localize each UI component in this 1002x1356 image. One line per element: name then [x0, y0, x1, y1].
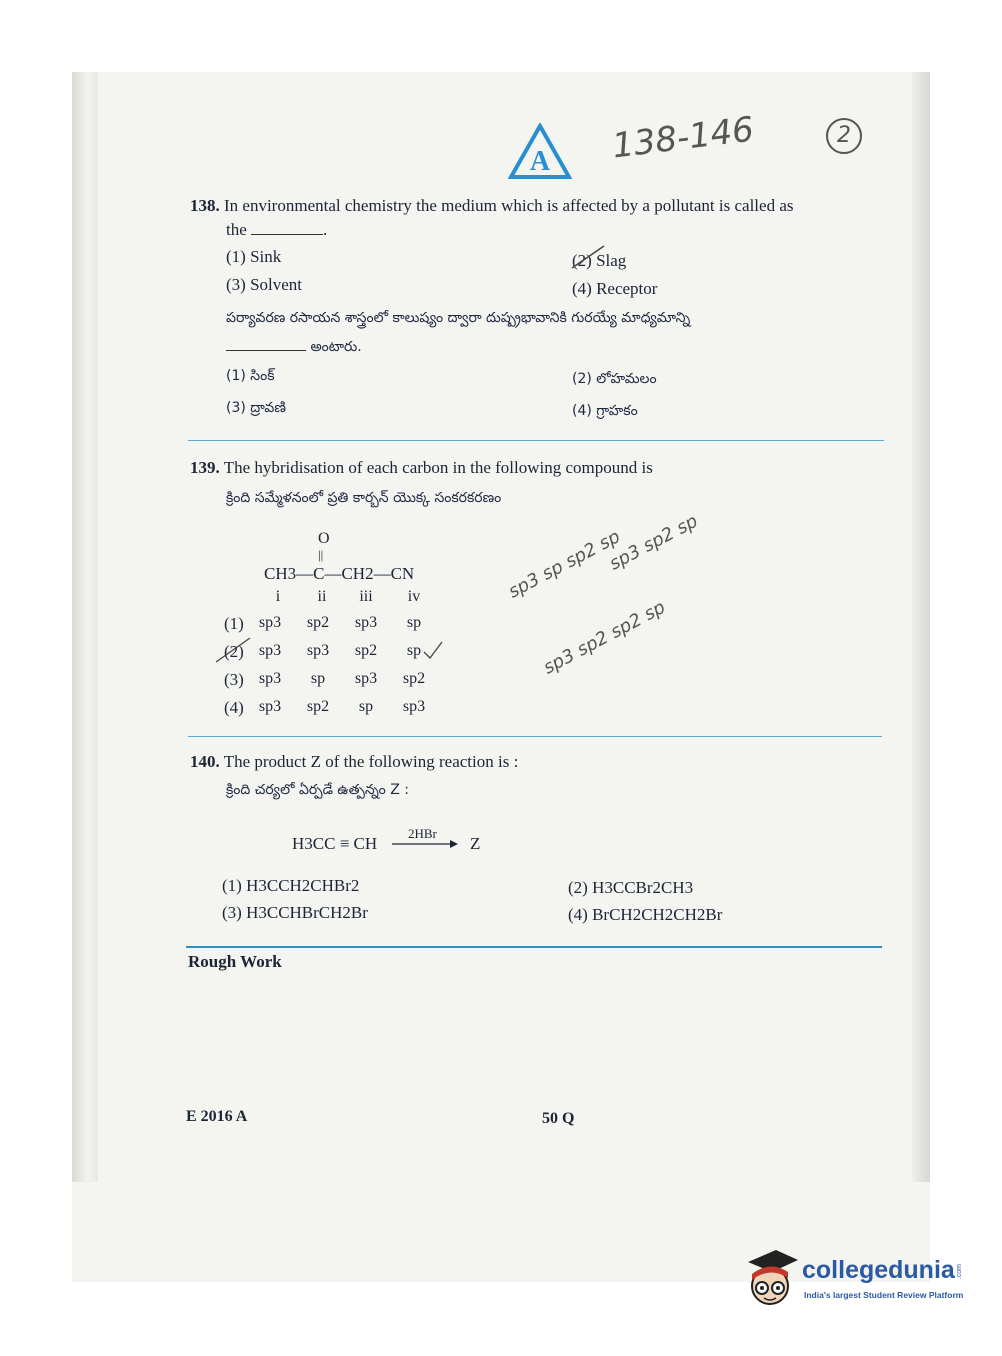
q139-r1-c4: sp: [406, 614, 422, 631]
handwritten-note-2: sp3 sp2 sp2 sp: [540, 596, 669, 679]
q139-stem: [190, 456, 653, 480]
q139-option-label-4[interactable]: (4): [224, 698, 244, 717]
handwritten-note-3: sp3 sp2 sp: [606, 510, 702, 575]
reaction-reagent: 2HBr: [408, 826, 437, 841]
q139-r1-c1: sp3: [258, 614, 282, 631]
q139-r4-c4: sp3: [402, 698, 426, 715]
q138-option-2[interactable]: (2) Slag: [572, 251, 627, 270]
q138-te-option-4[interactable]: (4) గ్రాహకం: [572, 403, 638, 419]
q138-telugu-line2: [226, 336, 362, 358]
q138-number: 138.: [190, 196, 220, 215]
q138-te-option-3[interactable]: (3) ద్రావణి: [226, 400, 286, 416]
divider-1: [188, 440, 884, 441]
q139-r4-c2: sp2: [306, 698, 330, 715]
structure-label-iv: iv: [407, 588, 421, 605]
q138-option-4[interactable]: (4) Receptor: [572, 279, 658, 298]
structure-oxygen: O: [318, 530, 330, 547]
q139-r1-c3: sp3: [354, 614, 378, 631]
collegedunia-watermark: [742, 1246, 968, 1316]
q139-r3-c1: sp3: [258, 670, 282, 687]
q140-telugu-stem: క్రింది చర్యలో ఏర్పడే ఉత్పన్నం Z :: [226, 782, 409, 798]
reaction-arrow-icon: [392, 838, 464, 850]
q138-stem: [190, 194, 890, 218]
reaction-product: Z: [470, 834, 481, 853]
q139-r3-c3: sp3: [354, 670, 378, 687]
structure-double-bond: ||: [318, 547, 324, 562]
q138-text: In environmental chemistry the medium which is affected by a pollutant is called as: [224, 196, 794, 215]
q140-option-4[interactable]: (4) BrCH2CH2CH2Br: [568, 905, 723, 924]
q138-te-option-2[interactable]: (2) లోహమలం: [572, 371, 657, 387]
q138-te-option-1[interactable]: (1) సింక్: [226, 368, 275, 384]
set-code: A: [529, 146, 551, 177]
q139-r2-c1: sp3: [258, 642, 282, 659]
structure-label-i: i: [275, 588, 281, 605]
divider-3: [186, 946, 882, 948]
q138-text-3: .: [323, 220, 328, 239]
q140-option-2[interactable]: (2) H3CCBr2CH3: [568, 878, 694, 897]
handwritten-circle: 2: [826, 118, 862, 154]
q139-r4-c1: sp3: [258, 698, 282, 715]
q140-option-1[interactable]: (1) H3CCH2CHBr2: [222, 876, 360, 895]
tick-mark-icon: [568, 242, 608, 272]
set-code-triangle-icon: [508, 123, 572, 181]
collegedunia-tagline: India's largest Student Review Platform: [804, 1290, 964, 1300]
q138-telugu-blank: [226, 336, 306, 351]
q138-option-1[interactable]: (1) Sink: [226, 247, 282, 266]
q139-r2-c2: sp3: [306, 642, 330, 659]
page-edge-right: [912, 72, 930, 1182]
answer-mark-icon: [214, 636, 454, 668]
handwritten-range: 138-146: [610, 109, 756, 167]
q138-telugu-stem: పర్యావరణ రసాయన శాస్త్రంలో కాలుష్యం ద్వారా దుష్ప్రభావానికి గురయ్యే మాధ్యమాన్ని: [226, 310, 691, 326]
exam-page: [72, 72, 930, 1282]
q139-option-label-2[interactable]: (2): [224, 642, 244, 661]
collegedunia-brand: collegedunia: [802, 1256, 955, 1284]
q139-telugu-stem: క్రింది సమ్మేళనంలో ప్రతి కార్బన్ యొక్క సంకరకరణం: [226, 490, 502, 506]
q140-text: The product Z of the following reaction is :: [223, 752, 519, 771]
q138-telugu-text-2: అంటారు.: [310, 339, 362, 355]
q139-r1-c2: sp2: [306, 614, 330, 631]
divider-2: [188, 736, 882, 737]
handwritten-note-1: sp3 sp sp2 sp: [505, 526, 624, 603]
q139-option-label-1[interactable]: (1): [224, 614, 244, 633]
q139-r2-c4: sp: [406, 642, 422, 659]
q138-blank: [251, 220, 323, 235]
q138-option-3[interactable]: (3) Solvent: [226, 275, 303, 294]
structure-label-iii: iii: [359, 588, 373, 605]
q139-option-label-3[interactable]: (3): [224, 670, 244, 689]
reaction-reactant: H3CC ≡ CH: [292, 834, 378, 853]
q139-r2-c3: sp2: [354, 642, 378, 659]
rough-work-heading: Rough Work: [188, 952, 282, 971]
structure-label-ii: ii: [317, 588, 327, 605]
q140-stem: [190, 750, 518, 774]
collegedunia-suffix: .com: [956, 1264, 963, 1280]
q139-number: 139.: [190, 458, 220, 477]
q139-text: The hybridisation of each carbon in the following compound is: [223, 458, 653, 477]
page-edge-left: [72, 72, 98, 1182]
page-number: 50 Q: [542, 1110, 575, 1127]
q138-text-2: the: [226, 220, 247, 239]
q139-r4-c3: sp: [358, 698, 374, 715]
footer-code: E 2016 A: [186, 1108, 248, 1125]
q140-number: 140.: [190, 752, 220, 771]
collegedunia-mascot-icon: [742, 1248, 800, 1310]
q139-r3-c2: sp: [310, 670, 326, 687]
structure-formula: CH3—C—CH2—CN: [264, 564, 415, 583]
q140-option-3[interactable]: (3) H3CCHBrCH2Br: [222, 903, 368, 922]
q139-r3-c4: sp2: [402, 670, 426, 687]
q138-line2: [226, 218, 327, 242]
